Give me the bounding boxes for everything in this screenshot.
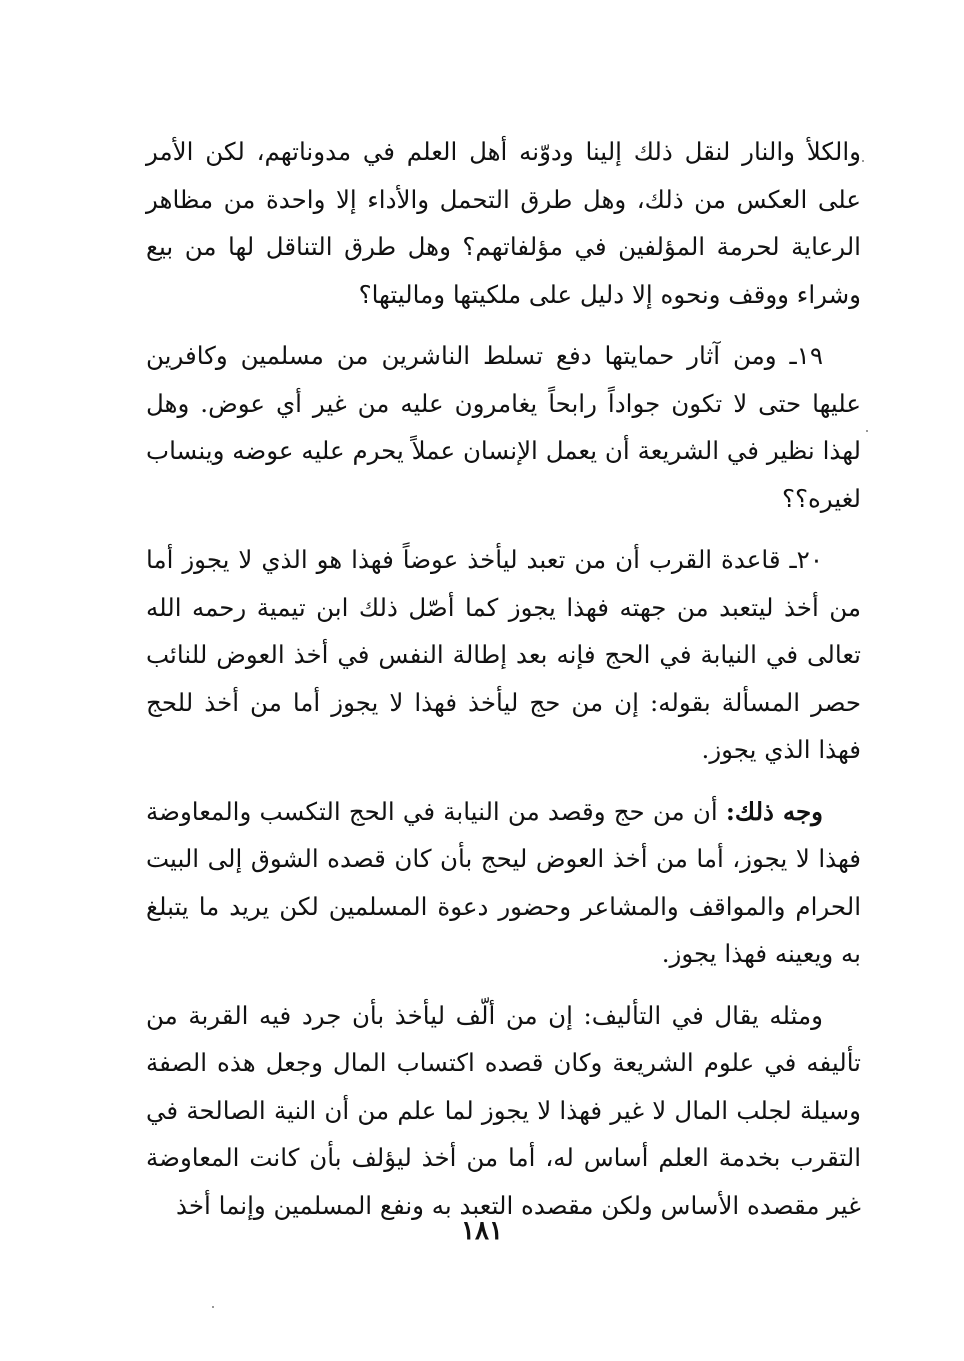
paragraph-3: [146, 536, 861, 774]
paragraph-text: ١٩ـ ومن آثار حمايتها دفع تسلط الناشرين من مسلمين وكافرين عليها حتى لا تكون جواداً رابحاً يغامرون عليه من غير أي عوض. وهل لهذا نظير في الشريعة أن يعمل الإنسان عملاً يحرم عليه عوضه وينساب لغيره؟؟: [146, 341, 861, 513]
paragraph-lead: وجه ذلك:: [725, 796, 823, 826]
body-text: [146, 128, 861, 1243]
scan-speck: [212, 1306, 214, 1308]
paragraph-text: أن من حج وقصد من النيابة في الحج التكسب والمعاوضة فهذا لا يجوز، أما من أخذ العوض ليحج بأن كان قصده الشوق إلى البيت الحرام والمواقف والمشاعر وحضور دعوة المسلمين لكن يريد ما يتبلغ به ويعينه فهذا يجوز.: [146, 796, 861, 968]
paragraph-2: [146, 332, 861, 522]
paragraph-4: [146, 788, 861, 978]
paragraph-text: ومثله يقال في التأليف: إن من ألّف ليأخذ بأن جرد فيه القربة من تأليفه في علوم الشريعة وكان قصده اكتساب المال وجعل هذه الصفة وسيلة لجلب المال لا غير فهذا لا يجوز لما علم من أن النية الصالحة في التقرب بخدمة العلم أساس له، أما من أخذ ليؤلف بأن كانت المعاوضة غير مقصده الأساس ولكن مقصده التعبد به ونفع المسلمين وإنما أخذ: [146, 1000, 861, 1220]
scan-speck: [862, 160, 864, 162]
paragraph-text: والكلأ والنار لنقل ذلك إلينا ودوّنه أهل العلم في مدوناتهم، لكن الأمر على العكس من ذلك، وهل طرق التحمل والأداء إلا واحدة من مظاهر الرعاية لحرمة المؤلفين في مؤلفاتهم؟ وهل طرق التناقل لها من بيع وشراء ووقف ونحوه إلا دليل على ملكيتها وماليتها؟: [146, 137, 861, 309]
page-number: ١٨١: [461, 1216, 503, 1246]
paragraph-5: [146, 992, 861, 1230]
paragraph-text: ٢٠ـ قاعدة القرب أن من تعبد ليأخذ عوضاً فهذا هو الذي لا يجوز أما من أخذ ليتعبد من جهته فهذا يجوز كما أصّل ذلك ابن تيمية رحمه الله تعالى في النيابة في الحج فإنه بعد إطالة النفس في أخذ العوض للنائب حصر المسألة بقوله: إن من حج ليأخذ فهذا لا يجوز أما من أخذ للحج فهذا الذي يجوز.: [146, 545, 861, 764]
scan-speck: [866, 430, 868, 432]
paragraph-1: [146, 128, 861, 318]
